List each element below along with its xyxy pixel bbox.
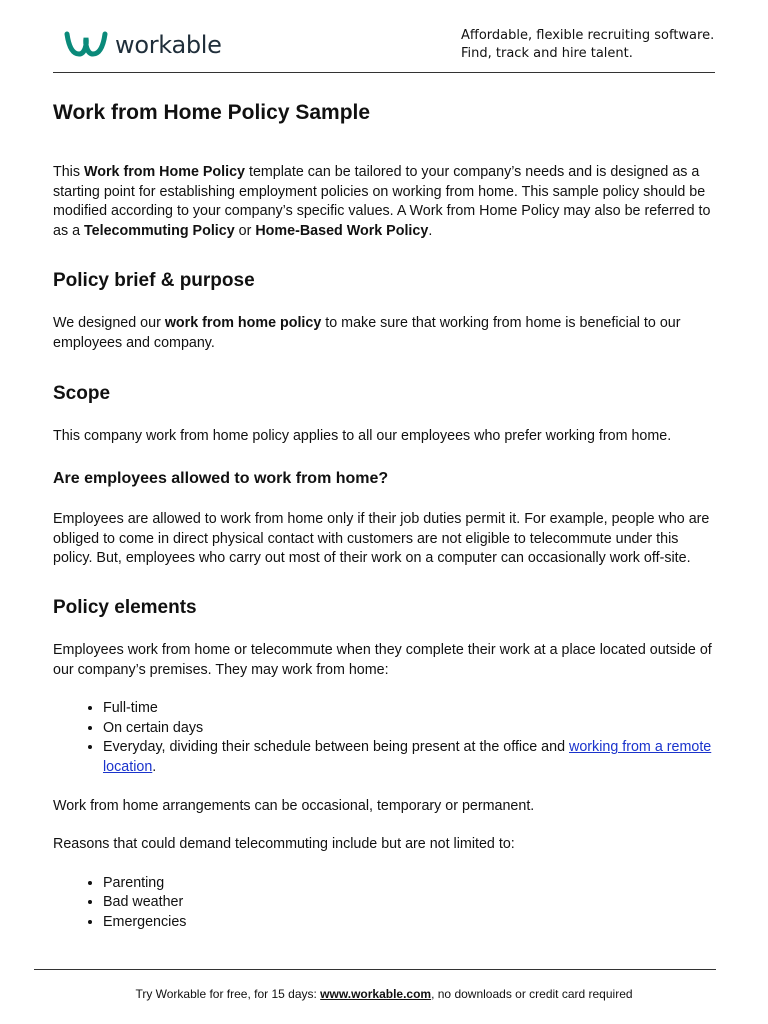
heading-scope: Scope xyxy=(53,382,111,404)
arrangements-paragraph: Work from home arrangements can be occasional, temporary or permanent. xyxy=(53,797,535,814)
heading-policy-brief: Policy brief & purpose xyxy=(53,270,255,292)
list-item: • Everyday, dividing their schedule between being present at the office and working from a remote location. xyxy=(103,738,717,777)
intro-paragraph: This Work from Home Policy template can be tailored to your company’s needs and is designed as a starting point for establishing employment policies on working from home. This sample policy should be modified according to your company’s specific values. A Work from Home Policy may also be referred to as a Telecommuting Policy or Home-Based Work Policy. xyxy=(53,164,711,239)
workable-logo-icon xyxy=(63,30,109,60)
header-divider xyxy=(53,72,715,73)
page-title: Work from Home Policy Sample xyxy=(53,101,371,124)
page-header xyxy=(0,0,768,74)
tagline-line-2: Find, track and hire talent. xyxy=(461,46,633,61)
list-item: • Emergencies xyxy=(103,913,717,933)
list-item: • Parenting xyxy=(103,874,717,894)
tagline-line-1: Affordable, flexible recruiting software. xyxy=(461,28,715,43)
list-item: • Full-time xyxy=(103,699,717,719)
page-footer: Try Workable for free, for 15 days: www.workable.com, no downloads or credit card required xyxy=(135,987,633,1001)
workable-url-link[interactable]: www.workable.com xyxy=(320,987,432,1001)
brand-name: workable xyxy=(115,31,222,59)
list-item: • On certain days xyxy=(103,719,717,739)
brief-paragraph: We designed our work from home policy to make sure that working from home is beneficial to our employees and company. xyxy=(53,315,681,351)
elements-paragraph: Employees work from home or telecommute when they complete their work at a place located outside of our company’s premises. They may work from home: xyxy=(53,641,712,678)
scope-paragraph: This company work from home policy applies to all our employees who prefer working from home. xyxy=(53,427,672,444)
reasons-paragraph: Reasons that could demand telecommuting include but are not limited to: xyxy=(53,836,515,853)
document-body xyxy=(53,99,717,951)
footer-divider xyxy=(34,969,716,970)
tagline xyxy=(461,27,714,63)
allowed-paragraph: Employees are allowed to work from home only if their job duties permit it. For example, people who are obliged to come in direct physical contact with customers are not eligible to telecommute under this policy. But, employees who carry out most of their work on a computer can occasionally work off-site. xyxy=(53,511,710,567)
list-item: • Bad weather xyxy=(103,893,717,913)
heading-policy-elements: Policy elements xyxy=(53,596,197,618)
reasons-list xyxy=(53,874,717,933)
workable-logo[interactable] xyxy=(63,30,222,60)
work-modes-list xyxy=(53,699,717,777)
heading-allowed: Are employees allowed to work from home? xyxy=(53,470,389,488)
remote-location-link[interactable]: working from a remote location xyxy=(103,739,712,775)
